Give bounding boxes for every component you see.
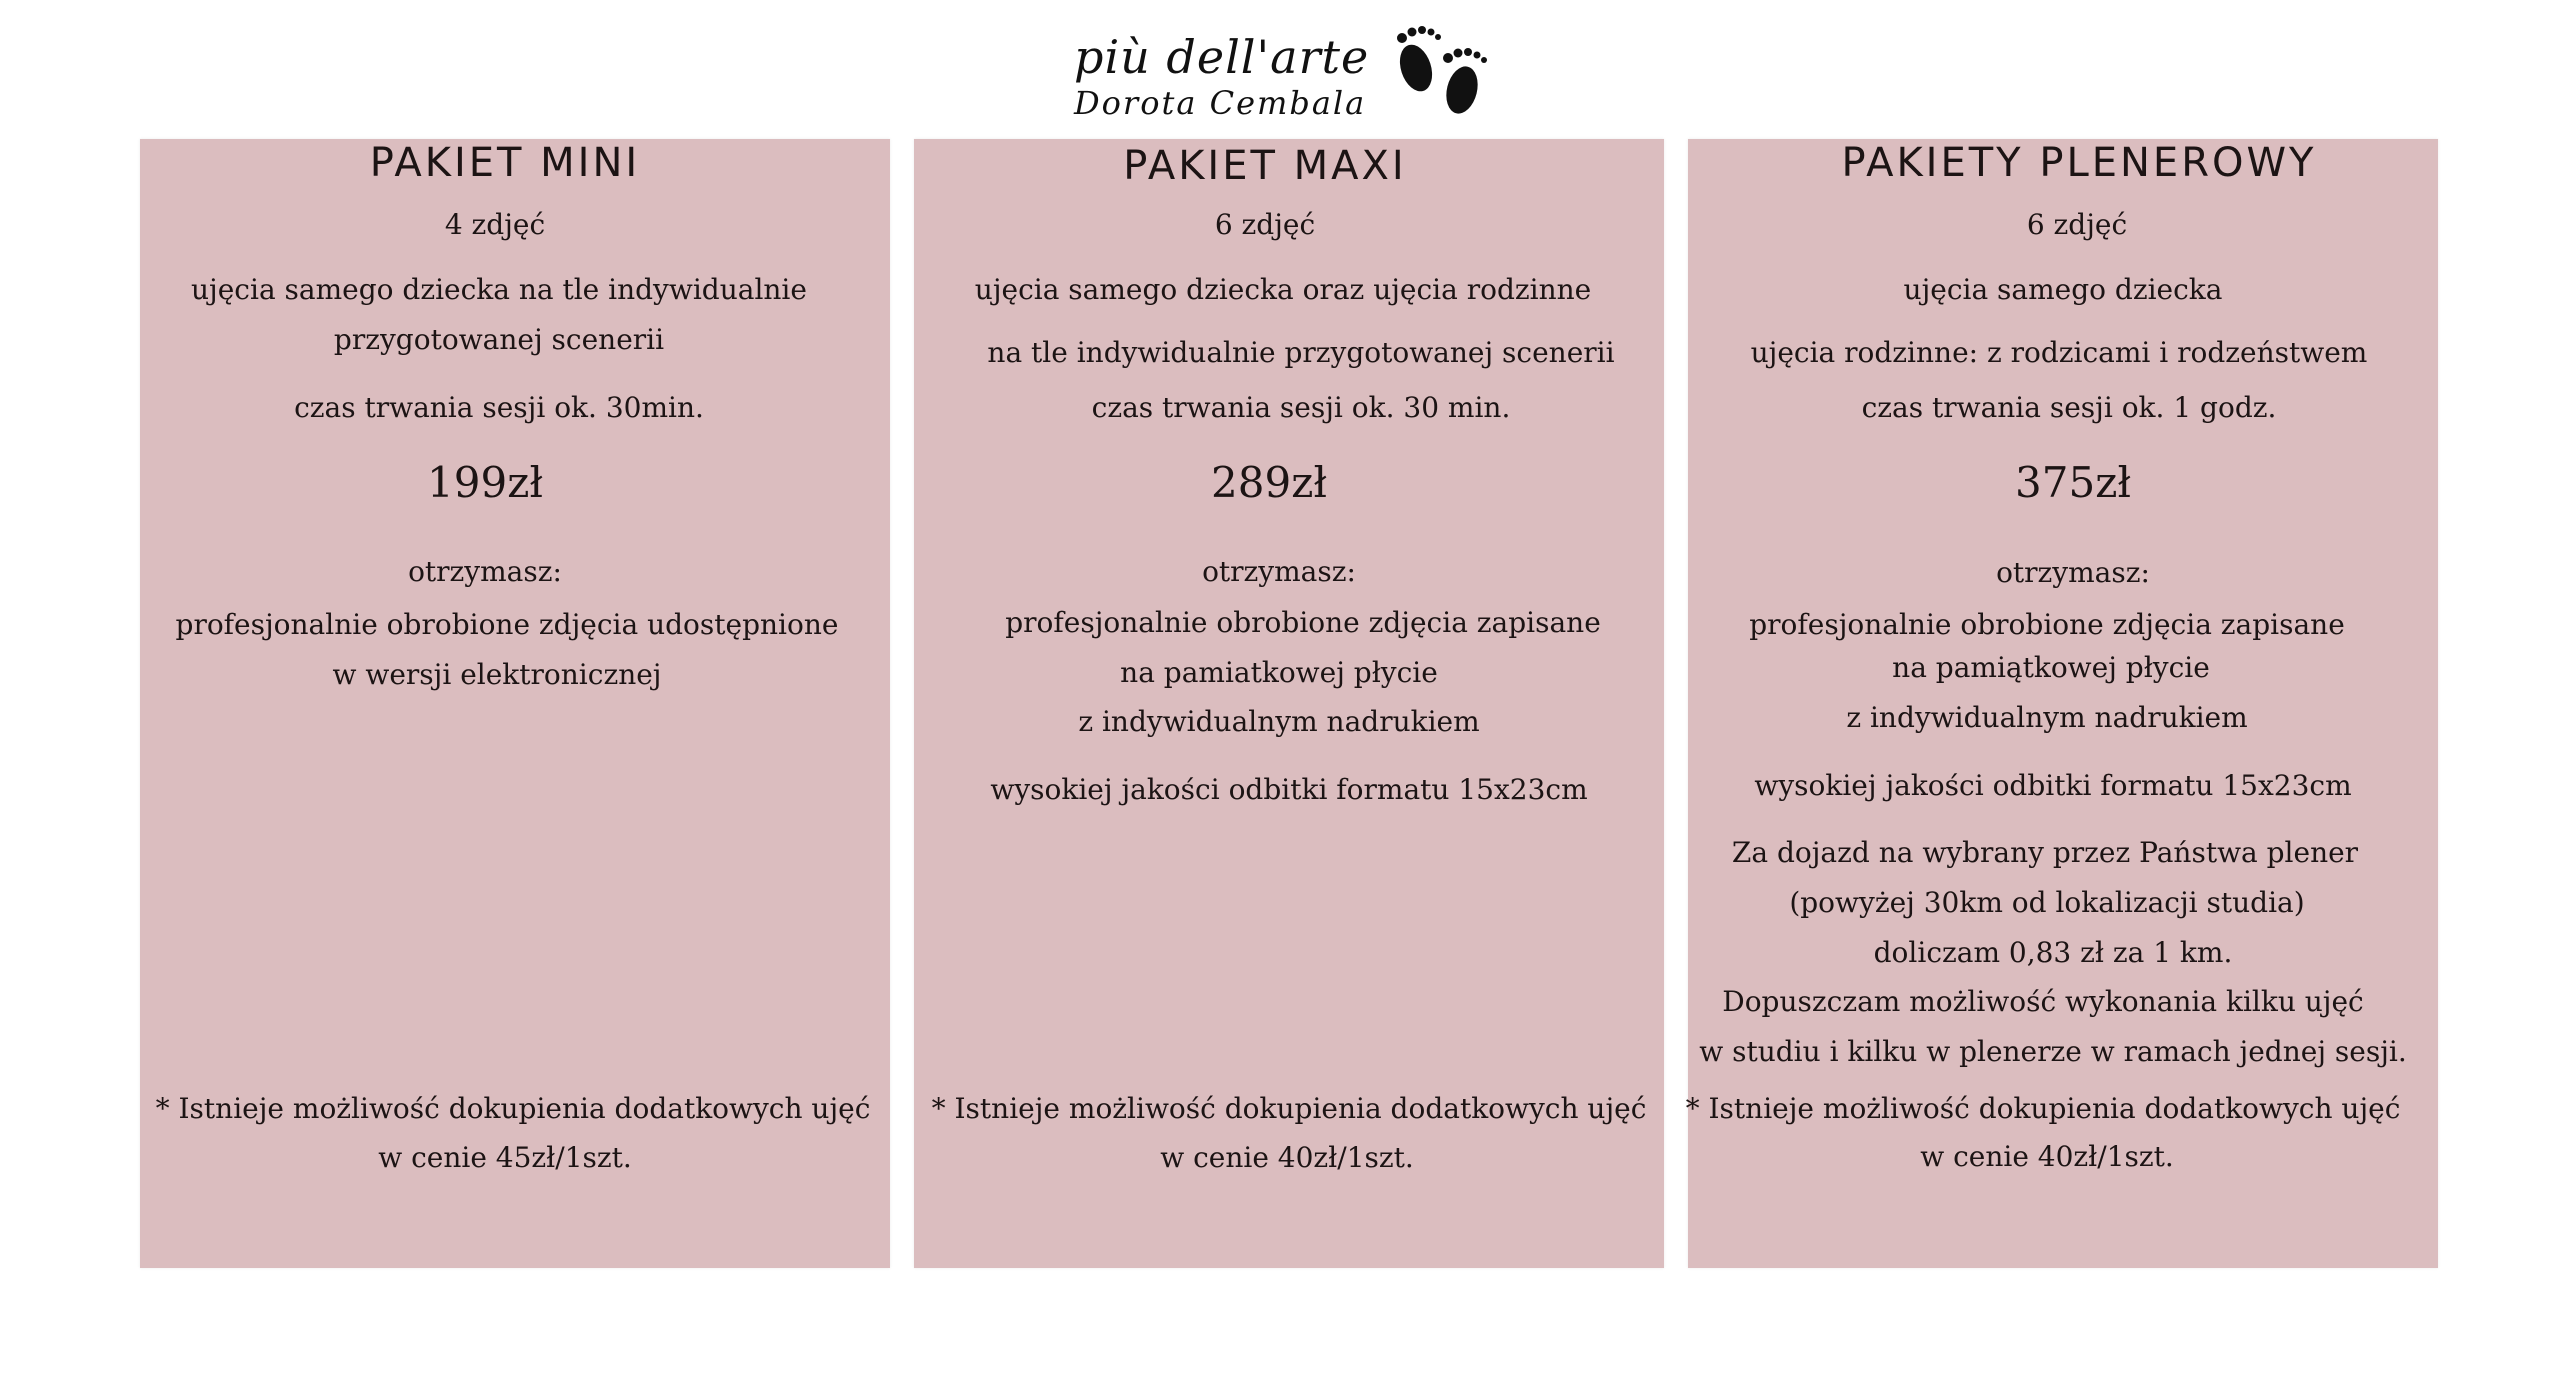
package-description-line: na tle indywidualnie przygotowanej scenerii <box>987 336 1615 369</box>
package-extra-line: (powyżej 30km od lokalizacji studia) <box>1789 886 2305 919</box>
package-receive-line: na pamiątkowej płycie <box>1892 651 2210 684</box>
package-title: PAKIETY PLENEROWY <box>1841 140 2317 186</box>
package-photo-count: 6 zdjęć <box>1214 208 1316 241</box>
package-description-line: ujęcia rodzinne: z rodzicami i rodzeństwem <box>1750 336 2368 369</box>
package-card-plenerowy <box>1685 139 2438 1268</box>
package-price: 199zł <box>427 458 543 507</box>
package-extra-line: wysokiej jakości odbitki formatu 15x23cm <box>1754 769 2352 802</box>
package-note-line: * Istnieje możliwość dokupienia dodatkowych ujęć <box>155 1092 871 1125</box>
package-duration: czas trwania sesji ok. 1 godz. <box>1861 391 2277 424</box>
package-extra-line: Dopuszczam możliwość wykonania kilku ujęć <box>1722 985 2364 1018</box>
package-description-line: ujęcia samego dziecka oraz ujęcia rodzinne <box>974 273 1592 306</box>
package-price: 289zł <box>1211 458 1327 507</box>
package-extra-line: Za dojazd na wybrany przez Państwa plener <box>1731 836 2359 869</box>
package-photo-count: 4 zdjęć <box>444 208 546 241</box>
package-description-line: ujęcia samego dziecka <box>1903 273 2223 306</box>
logo-brand-name: più dell'arte <box>1074 30 1370 84</box>
package-receive-label: otrzymasz: <box>1996 556 2150 589</box>
package-price: 375zł <box>2015 458 2131 507</box>
package-receive-line: z indywidualnym nadrukiem <box>1078 705 1480 738</box>
package-receive-line: na pamiatkowej płycie <box>1120 656 1438 689</box>
package-photo-count: 6 zdjęć <box>2026 208 2128 241</box>
package-receive-label: otrzymasz: <box>1202 555 1356 588</box>
package-note-line: * Istnieje możliwość dokupienia dodatkowych ujęć <box>1685 1092 2401 1125</box>
package-extra-line: w studiu i kilku w plenerze w ramach jednej sesji. <box>1699 1035 2407 1068</box>
logo-owner-name: Dorota Cembala <box>1074 84 1367 122</box>
package-card-maxi <box>914 139 1664 1268</box>
package-receive-line: w wersji elektronicznej <box>332 658 662 691</box>
package-title: PAKIET MAXI <box>1123 143 1407 189</box>
package-receive-line: profesjonalnie obrobione zdjęcia zapisane <box>1005 606 1601 639</box>
package-note-line: w cenie 40zł/1szt. <box>1160 1141 1414 1174</box>
package-duration: czas trwania sesji ok. 30 min. <box>1091 391 1511 424</box>
package-receive-line: z indywidualnym nadrukiem <box>1846 701 2248 734</box>
package-duration: czas trwania sesji ok. 30min. <box>294 391 704 424</box>
footprints-icon <box>1388 16 1498 121</box>
logo <box>1070 16 1500 126</box>
package-note-line: * Istnieje możliwość dokupienia dodatkowych ujęć <box>931 1092 1647 1125</box>
package-extra-line: doliczam 0,83 zł za 1 km. <box>1873 936 2233 969</box>
package-description-line: ujęcia samego dziecka na tle indywidualnie <box>191 273 807 306</box>
package-title: PAKIET MINI <box>369 140 641 186</box>
package-description-line: przygotowanej scenerii <box>333 323 665 356</box>
package-receive-line: profesjonalnie obrobione zdjęcia udostępnione <box>175 608 839 641</box>
package-note-line: w cenie 45zł/1szt. <box>378 1141 632 1174</box>
package-extra-line: wysokiej jakości odbitki formatu 15x23cm <box>990 773 1588 806</box>
package-card-mini <box>140 139 890 1268</box>
package-note-line: w cenie 40zł/1szt. <box>1920 1140 2174 1173</box>
package-receive-label: otrzymasz: <box>408 555 562 588</box>
package-receive-line: profesjonalnie obrobione zdjęcia zapisane <box>1749 608 2345 641</box>
